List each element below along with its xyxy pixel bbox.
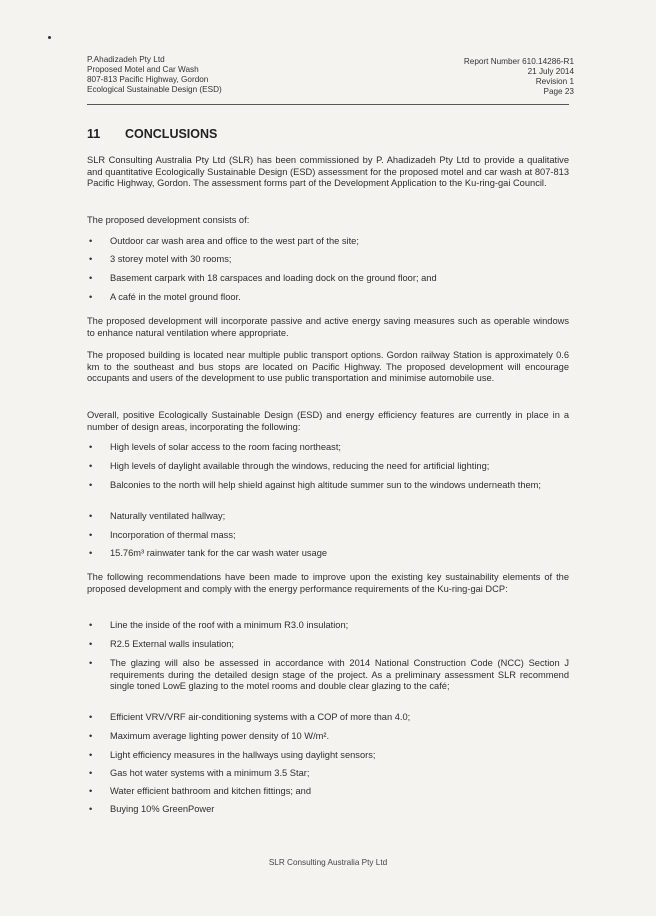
list-item: • Water efficient bathroom and kitchen fittings; and — [89, 786, 312, 796]
header-client-line: 807-813 Pacific Highway, Gordon — [87, 75, 209, 84]
list-item: • A café in the motel ground floor. — [89, 292, 241, 302]
list-item: • 15.76m³ rainwater tank for the car wash water usage — [89, 548, 328, 558]
header-client-line: Ecological Sustainable Design (ESD) — [87, 85, 222, 94]
consists-paragraph: The proposed development consists of: — [87, 215, 250, 225]
list-item: • Buying 10% GreenPower — [89, 804, 215, 814]
list-item: • Gas hot water systems with a minimum 3.5 Star; — [89, 768, 310, 778]
bullet-icon: • — [89, 804, 93, 814]
report-revision: Revision 1 — [535, 77, 574, 86]
page-footer: SLR Consulting Australia Pty Ltd — [268, 858, 388, 867]
header-report-block — [464, 57, 574, 97]
passive-paragraph: The proposed development will incorporate passive and active energy saving measures such as operable windows to enhance natural ventilation where appropriate. — [87, 316, 569, 338]
bullet-icon: • — [89, 712, 93, 722]
section-title: CONCLUSIONS — [125, 127, 218, 141]
bullet-icon: • — [89, 786, 93, 796]
list-item: • High levels of daylight available through the windows, reducing the need for artificial lighting; — [89, 461, 490, 471]
report-number: Report Number 610.14286-R1 — [463, 57, 574, 66]
bullet-icon: • — [89, 530, 93, 540]
list-item: • Incorporation of thermal mass; — [89, 530, 236, 540]
list-item: • High levels of solar access to the room facing northeast; — [89, 442, 341, 452]
bullet-icon: • — [89, 548, 93, 558]
bullet-icon: • — [89, 480, 93, 490]
bullet-icon: • — [89, 292, 93, 302]
header-client-line: P.Ahadizadeh Pty Ltd — [87, 55, 165, 64]
intro-paragraph: SLR Consulting Australia Pty Ltd (SLR) has been commissioned by P. Ahadizadeh Pty Ltd to provide a qualitative and quantitative Ecologically Sustainable Design (ESD) assessment for the proposed motel and car wash at 807-813 Pacific Highway, Gordon. The assessment forms part of the Development Application to the Ku-ring-gai Council. — [87, 155, 569, 189]
overall-paragraph: Overall, positive Ecologically Sustainable Design (ESD) and energy efficiency features are currently in place in a number of design areas, incorporating the following: — [87, 410, 569, 432]
bullet-icon: • — [89, 254, 93, 264]
header-client-line: Proposed Motel and Car Wash — [87, 65, 199, 74]
list-item: • Outdoor car wash area and office to the west part of the site; — [89, 236, 359, 246]
list-item: • Maximum average lighting power density of 10 W/m². — [89, 731, 330, 741]
header-client-block — [87, 55, 222, 95]
list-item: • Line the inside of the roof with a minimum R3.0 insulation; — [89, 620, 349, 630]
bullet-icon: • — [89, 442, 93, 452]
list-item: • Balconies to the north will help shield against high altitude summer sun to the windows underneath them; — [89, 480, 542, 490]
page-number: Page 23 — [543, 87, 574, 96]
bullet-icon: • — [89, 620, 93, 630]
bullet-icon: • — [89, 658, 93, 668]
bullet-icon: • — [89, 511, 93, 521]
list-item: • Naturally ventilated hallway; — [89, 511, 226, 521]
bullet-icon: • — [89, 461, 93, 471]
section-heading — [87, 127, 217, 141]
bullet-icon: • — [89, 750, 93, 760]
bullet-icon: • — [89, 639, 93, 649]
report-date: 21 July 2014 — [527, 67, 574, 76]
bullet-icon: • — [89, 768, 93, 778]
list-item: • R2.5 External walls insulation; — [89, 639, 235, 649]
header-divider — [87, 104, 569, 105]
section-number: 11 — [87, 127, 101, 141]
bullet-icon: • — [89, 731, 93, 741]
list-item: • 3 storey motel with 30 rooms; — [89, 254, 232, 264]
list-item: • Light efficiency measures in the hallways using daylight sensors; — [89, 750, 376, 760]
recommendations-paragraph: The following recommendations have been made to improve upon the existing key sustainability elements of the proposed development and comply with the energy performance requirements of the Ku-ring-gai DCP: — [87, 572, 569, 594]
scan-speck — [48, 36, 51, 39]
list-item: • Efficient VRV/VRF air-conditioning systems with a COP of more than 4.0; — [89, 712, 411, 722]
bullet-icon: • — [89, 236, 93, 246]
bullet-icon: • — [89, 273, 93, 283]
list-item: • Basement carpark with 18 carspaces and loading dock on the ground floor; and — [89, 273, 437, 283]
transport-paragraph: The proposed building is located near multiple public transport options. Gordon railway Station is approximately 0.6 km to the southeast and bus stops are located on Pacific Highway. The proposed development will encourage occupants and users of the development to use public transportation and minimise automobile use. — [87, 350, 569, 384]
list-item: • The glazing will also be assessed in accordance with 2014 National Construction Code (NCC) Section J requirements during the detailed design stage of the project. As a preliminary assessment SLR recommend single toned LowE glazing to the motel rooms and double clear glazing to the café; — [89, 658, 569, 692]
